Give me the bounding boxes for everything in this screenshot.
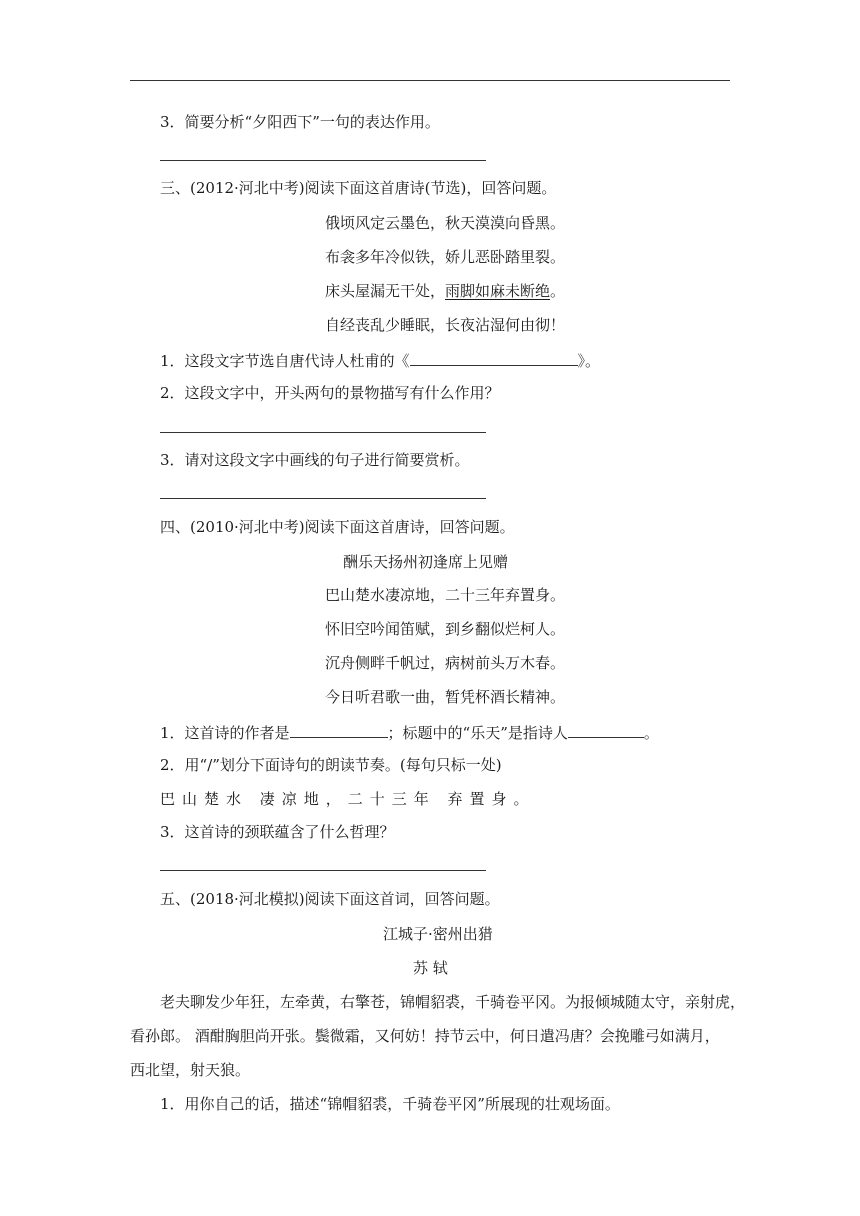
poem-line: 布衾多年冷似铁，娇儿恶卧踏里裂。 — [325, 248, 566, 266]
question-text: 2．用“/”划分下面诗句的朗读节奏。(每句只标一处) — [160, 756, 502, 774]
question-text: 1．用你自己的话，描述“锦帽貂裘，千骑卷平冈”所展现的壮观场面。 — [160, 1095, 620, 1113]
poem-line: 巴山楚水凄凉地，二十三年弃置身。 — [325, 586, 566, 604]
blank-field[interactable] — [410, 349, 578, 366]
poem-line: 沉舟侧畔千帆过，病树前头万木春。 — [325, 654, 566, 672]
poem-paragraph-line: 看孙郎。 酒酣胸胆尚开张。鬓微霜，又何妨！持节云中，何日遣冯唐？会挽雕弓如满月， — [130, 1027, 720, 1045]
question-text: 3．这首诗的颈联蕴含了什么哲理？ — [160, 823, 395, 841]
answer-line[interactable] — [160, 160, 486, 161]
section-header: 五、(2018·河北模拟)阅读下面这首词，回答问题。 — [160, 890, 500, 908]
poem-line: 今日听君歌一曲，暂凭杯酒长精神。 — [325, 688, 566, 706]
poem-line-part: 。 — [550, 282, 566, 300]
poem-paragraph-line: 老夫聊发少年狂，左牵黄，右擎苍，锦帽貂裘，千骑卷平冈。为报倾城随太守，亲射虎， — [160, 993, 746, 1011]
poem-title: 酬乐天扬州初逢席上见赠 — [343, 553, 509, 571]
poem-title: 江城子·密州出猎 — [383, 925, 493, 943]
poem-paragraph-line: 西北望，射天狼。 — [130, 1061, 251, 1079]
header-rule — [130, 80, 730, 81]
section-header: 三、(2012·河北中考)阅读下面这首唐诗(节选)，回答问题。 — [160, 179, 557, 197]
answer-line[interactable] — [160, 498, 486, 499]
poem-author: 苏 轼 — [413, 959, 448, 977]
question-text: 3．请对这段文字中画线的句子进行简要赏析。 — [160, 451, 470, 469]
blank-field[interactable] — [290, 721, 388, 738]
question-fill-in — [160, 349, 600, 371]
question-fill-in — [160, 721, 659, 743]
poem-line: 俄顷风定云墨色，秋天漠漠向昏黑。 — [325, 214, 566, 232]
question-text: 》。 — [577, 352, 601, 370]
question-text: 3．简要分析“夕阳西下”一句的表达作用。 — [160, 113, 440, 131]
poem-line: 怀旧空吟闻笛赋，到乡翻似烂柯人。 — [325, 620, 566, 638]
poem-line: 自经丧乱少睡眠，长夜沾湿何由彻！ — [325, 316, 566, 334]
question-text: ；标题中的“乐天”是指诗人 — [387, 724, 568, 742]
question-text: 1．这首诗的作者是 — [160, 724, 290, 742]
poem-line-underlined — [325, 281, 565, 301]
underlined-phrase: 雨脚如麻未断绝 — [445, 282, 551, 300]
rhythm-line: 巴山楚水 凄凉地，二十三年 弃置身。 — [160, 790, 536, 808]
answer-line[interactable] — [160, 432, 486, 433]
poem-line-part: 床头屋漏无干处， — [325, 282, 446, 300]
answer-line[interactable] — [160, 870, 486, 871]
question-text: 。 — [643, 724, 659, 742]
section-header: 四、(2010·河北中考)阅读下面这首唐诗，回答问题。 — [160, 518, 515, 536]
blank-field[interactable] — [568, 721, 644, 738]
question-text: 2．这段文字中，开头两句的景物描写有什么作用？ — [160, 384, 500, 402]
question-text: 1．这段文字节选自唐代诗人杜甫的《 — [160, 352, 410, 370]
